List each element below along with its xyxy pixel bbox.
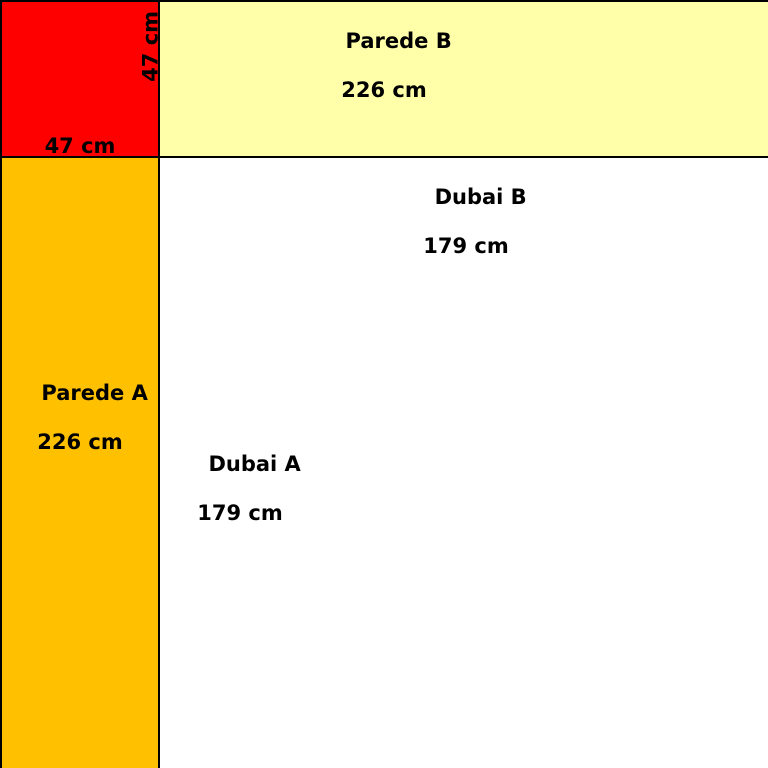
label-parede-b-measure: 226 cm bbox=[341, 78, 427, 103]
label-parede-a bbox=[0, 356, 160, 505]
label-dubai-a-measure: 179 cm bbox=[197, 501, 283, 526]
label-dubai-b-measure: 179 cm bbox=[423, 234, 509, 259]
label-parede-a-name: Parede A bbox=[41, 380, 148, 405]
label-dubai-a bbox=[160, 427, 320, 576]
label-corner-width: 47 cm bbox=[44, 134, 116, 158]
label-dubai-b-name: Dubai B bbox=[434, 184, 527, 209]
label-parede-b-name: Parede B bbox=[345, 28, 452, 53]
label-parede-b bbox=[0, 4, 768, 153]
label-dubai-b bbox=[160, 160, 768, 309]
label-corner-height: 47 cm bbox=[138, 10, 163, 82]
label-parede-a-measure: 226 cm bbox=[37, 430, 123, 455]
label-dubai-a-name: Dubai A bbox=[208, 451, 301, 476]
